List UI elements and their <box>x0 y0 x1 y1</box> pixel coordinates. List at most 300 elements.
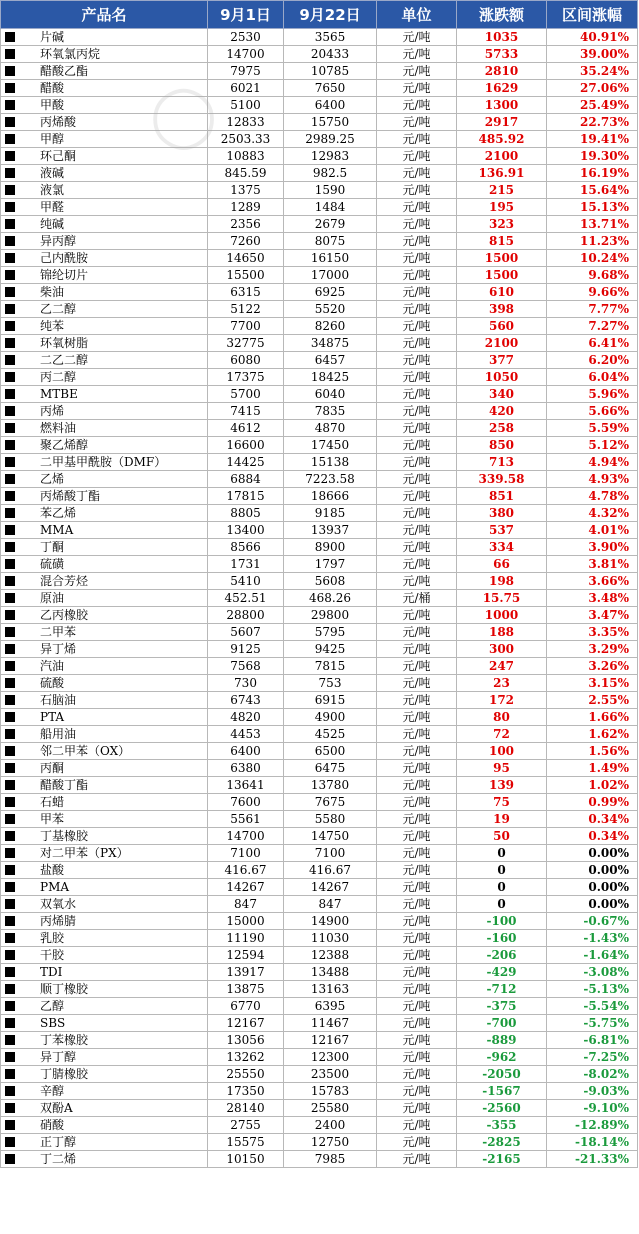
square-bullet-icon <box>5 389 15 399</box>
table-row <box>1 1083 638 1100</box>
table-row <box>1 284 638 301</box>
product-name-cell <box>1 947 208 964</box>
table-row <box>1 420 638 437</box>
table-header <box>1 1 638 29</box>
sep1-price-cell: 7600 <box>208 794 284 811</box>
sep22-price-cell: 13163 <box>284 981 377 998</box>
table-row <box>1 267 638 284</box>
sep22-price-cell: 18666 <box>284 488 377 505</box>
sep1-price-cell: 11190 <box>208 930 284 947</box>
unit-cell: 元/吨 <box>377 624 457 641</box>
sep22-price-cell: 29800 <box>284 607 377 624</box>
product-name: 船用油 <box>40 727 77 741</box>
table-row <box>1 743 638 760</box>
table-row <box>1 658 638 675</box>
change-cell: 560 <box>457 318 547 335</box>
pct-change-cell: 1.66% <box>547 709 638 726</box>
sep1-price-cell: 13917 <box>208 964 284 981</box>
table-row <box>1 692 638 709</box>
sep1-price-cell: 9125 <box>208 641 284 658</box>
product-name-cell <box>1 216 208 233</box>
sep1-price-cell: 7568 <box>208 658 284 675</box>
change-cell: 1035 <box>457 29 547 46</box>
pct-change-cell: 3.29% <box>547 641 638 658</box>
table-row <box>1 46 638 63</box>
product-name-cell <box>1 845 208 862</box>
pct-change-cell: 6.04% <box>547 369 638 386</box>
square-bullet-icon <box>5 729 15 739</box>
square-bullet-icon <box>5 66 15 76</box>
table-row <box>1 522 638 539</box>
sep22-price-cell: 982.5 <box>284 165 377 182</box>
sep22-price-cell: 12750 <box>284 1134 377 1151</box>
change-cell: 0 <box>457 879 547 896</box>
table-row <box>1 947 638 964</box>
sep1-price-cell: 2356 <box>208 216 284 233</box>
change-cell: 339.58 <box>457 471 547 488</box>
table-row <box>1 437 638 454</box>
sep1-price-cell: 2530 <box>208 29 284 46</box>
product-name: 环氧氯丙烷 <box>40 47 101 61</box>
product-name-cell <box>1 709 208 726</box>
square-bullet-icon <box>5 508 15 518</box>
sep22-price-cell: 17450 <box>284 437 377 454</box>
product-name: 石脑油 <box>40 693 77 707</box>
table-row <box>1 1066 638 1083</box>
square-bullet-icon <box>5 338 15 348</box>
unit-cell: 元/吨 <box>377 148 457 165</box>
change-cell: 0 <box>457 845 547 862</box>
header-row <box>1 1 638 29</box>
square-bullet-icon <box>5 49 15 59</box>
sep22-price-cell: 1590 <box>284 182 377 199</box>
unit-cell: 元/吨 <box>377 964 457 981</box>
square-bullet-icon <box>5 610 15 620</box>
change-cell: 850 <box>457 437 547 454</box>
table-row <box>1 777 638 794</box>
change-cell: 5733 <box>457 46 547 63</box>
change-cell: -712 <box>457 981 547 998</box>
unit-cell: 元/吨 <box>377 199 457 216</box>
sep1-price-cell: 7415 <box>208 403 284 420</box>
unit-cell: 元/吨 <box>377 1117 457 1134</box>
sep22-price-cell: 14900 <box>284 913 377 930</box>
pct-change-cell: 35.24% <box>547 63 638 80</box>
product-name-cell <box>1 777 208 794</box>
product-name-cell <box>1 437 208 454</box>
sep1-price-cell: 15000 <box>208 913 284 930</box>
product-name: 二乙二醇 <box>40 353 89 367</box>
product-name-cell <box>1 726 208 743</box>
unit-cell: 元/吨 <box>377 63 457 80</box>
sep22-price-cell: 3565 <box>284 29 377 46</box>
unit-cell: 元/吨 <box>377 1066 457 1083</box>
product-name-cell <box>1 1151 208 1168</box>
sep1-price-cell: 6884 <box>208 471 284 488</box>
product-name: 甲苯 <box>40 812 65 826</box>
product-name-cell <box>1 624 208 641</box>
table-row <box>1 862 638 879</box>
product-name: PTA <box>40 710 65 724</box>
change-cell: -355 <box>457 1117 547 1134</box>
product-name: 液氯 <box>40 183 65 197</box>
unit-cell: 元/吨 <box>377 1049 457 1066</box>
change-cell: 713 <box>457 454 547 471</box>
pct-change-cell: 27.06% <box>547 80 638 97</box>
square-bullet-icon <box>5 780 15 790</box>
sep22-price-cell: 2400 <box>284 1117 377 1134</box>
change-cell: 66 <box>457 556 547 573</box>
product-name-cell <box>1 63 208 80</box>
sep1-price-cell: 14425 <box>208 454 284 471</box>
product-name: 醋酸丁酯 <box>40 778 89 792</box>
product-name-cell <box>1 658 208 675</box>
product-name-cell <box>1 913 208 930</box>
product-name: MTBE <box>40 387 78 401</box>
product-name-cell <box>1 471 208 488</box>
sep1-price-cell: 10150 <box>208 1151 284 1168</box>
unit-cell: 元/吨 <box>377 233 457 250</box>
product-name: 丁腈橡胶 <box>40 1067 89 1081</box>
product-name: 异丙醇 <box>40 234 77 248</box>
table-row <box>1 709 638 726</box>
change-cell: 610 <box>457 284 547 301</box>
pct-change-cell: 0.00% <box>547 879 638 896</box>
pct-change-cell: 40.91% <box>547 29 638 46</box>
sep22-price-cell: 8075 <box>284 233 377 250</box>
table-row <box>1 1151 638 1168</box>
sep1-price-cell: 5410 <box>208 573 284 590</box>
sep22-price-cell: 6925 <box>284 284 377 301</box>
product-name: 丙烯腈 <box>40 914 77 928</box>
table-row <box>1 1117 638 1134</box>
change-cell: 1050 <box>457 369 547 386</box>
table-row <box>1 386 638 403</box>
product-name: 丁基橡胶 <box>40 829 89 843</box>
square-bullet-icon <box>5 83 15 93</box>
sep22-price-cell: 2679 <box>284 216 377 233</box>
pct-change-cell: 3.47% <box>547 607 638 624</box>
table-row <box>1 216 638 233</box>
sep1-price-cell: 5100 <box>208 97 284 114</box>
product-name: SBS <box>40 1016 66 1030</box>
sep1-price-cell: 6770 <box>208 998 284 1015</box>
sep1-price-cell: 845.59 <box>208 165 284 182</box>
sep22-price-cell: 7223.58 <box>284 471 377 488</box>
square-bullet-icon <box>5 644 15 654</box>
table-row <box>1 1100 638 1117</box>
sep22-price-cell: 13780 <box>284 777 377 794</box>
sep22-price-cell: 6475 <box>284 760 377 777</box>
square-bullet-icon <box>5 1103 15 1113</box>
square-bullet-icon <box>5 270 15 280</box>
sep1-price-cell: 17815 <box>208 488 284 505</box>
square-bullet-icon <box>5 661 15 671</box>
unit-cell: 元/吨 <box>377 658 457 675</box>
sep1-price-cell: 13641 <box>208 777 284 794</box>
unit-cell: 元/吨 <box>377 267 457 284</box>
square-bullet-icon <box>5 542 15 552</box>
sep1-price-cell: 1375 <box>208 182 284 199</box>
table-row <box>1 930 638 947</box>
unit-cell: 元/吨 <box>377 488 457 505</box>
pct-change-cell: -18.14% <box>547 1134 638 1151</box>
pct-change-cell: -6.81% <box>547 1032 638 1049</box>
sep1-price-cell: 7100 <box>208 845 284 862</box>
square-bullet-icon <box>5 1086 15 1096</box>
pct-change-cell: -1.64% <box>547 947 638 964</box>
table-row <box>1 573 638 590</box>
sep22-price-cell: 23500 <box>284 1066 377 1083</box>
square-bullet-icon <box>5 1052 15 1062</box>
sep22-price-cell: 6395 <box>284 998 377 1015</box>
sep1-price-cell: 6315 <box>208 284 284 301</box>
product-name-cell <box>1 1049 208 1066</box>
product-name: 异丁烯 <box>40 642 77 656</box>
table-body <box>1 29 638 1168</box>
pct-change-cell: 5.12% <box>547 437 638 454</box>
square-bullet-icon <box>5 593 15 603</box>
product-name: 乙烯 <box>40 472 65 486</box>
unit-cell: 元/吨 <box>377 879 457 896</box>
table-row <box>1 488 638 505</box>
product-name: 对二甲苯（PX） <box>40 846 129 860</box>
change-cell: 420 <box>457 403 547 420</box>
unit-cell: 元/吨 <box>377 777 457 794</box>
square-bullet-icon <box>5 423 15 433</box>
square-bullet-icon <box>5 712 15 722</box>
pct-change-cell: -7.25% <box>547 1049 638 1066</box>
product-name: 燃料油 <box>40 421 77 435</box>
sep1-price-cell: 4820 <box>208 709 284 726</box>
table-row <box>1 590 638 607</box>
pct-change-cell: 4.94% <box>547 454 638 471</box>
product-name-cell <box>1 165 208 182</box>
square-bullet-icon <box>5 576 15 586</box>
table-row <box>1 607 638 624</box>
product-name-cell <box>1 454 208 471</box>
unit-cell: 元/吨 <box>377 46 457 63</box>
unit-cell: 元/吨 <box>377 437 457 454</box>
square-bullet-icon <box>5 933 15 943</box>
table-row <box>1 1015 638 1032</box>
product-name-cell <box>1 131 208 148</box>
product-name-cell <box>1 522 208 539</box>
pct-change-cell: 6.41% <box>547 335 638 352</box>
pct-change-cell: 0.34% <box>547 811 638 828</box>
unit-cell: 元/吨 <box>377 760 457 777</box>
pct-change-cell: 3.81% <box>547 556 638 573</box>
square-bullet-icon <box>5 950 15 960</box>
sep22-price-cell: 11030 <box>284 930 377 947</box>
product-name: MMA <box>40 523 74 537</box>
sep1-price-cell: 32775 <box>208 335 284 352</box>
unit-cell: 元/吨 <box>377 539 457 556</box>
pct-change-cell: 6.20% <box>547 352 638 369</box>
pct-change-cell: 9.66% <box>547 284 638 301</box>
sep1-price-cell: 5607 <box>208 624 284 641</box>
product-name-cell <box>1 199 208 216</box>
table-row <box>1 641 638 658</box>
change-cell: 300 <box>457 641 547 658</box>
unit-cell: 元/吨 <box>377 930 457 947</box>
table-row <box>1 811 638 828</box>
pct-change-cell: -3.08% <box>547 964 638 981</box>
pct-change-cell: 15.13% <box>547 199 638 216</box>
sep22-price-cell: 15138 <box>284 454 377 471</box>
sep22-price-cell: 5795 <box>284 624 377 641</box>
sep1-price-cell: 1731 <box>208 556 284 573</box>
product-name-cell <box>1 250 208 267</box>
product-name: 硫磺 <box>40 557 65 571</box>
product-name: 硫酸 <box>40 676 65 690</box>
sep1-price-cell: 16600 <box>208 437 284 454</box>
change-cell: 75 <box>457 794 547 811</box>
product-name: 丁二烯 <box>40 1152 77 1166</box>
square-bullet-icon <box>5 219 15 229</box>
product-name: 石蜡 <box>40 795 65 809</box>
square-bullet-icon <box>5 984 15 994</box>
product-name: 锦纶切片 <box>40 268 89 282</box>
pct-change-cell: 5.59% <box>547 420 638 437</box>
table-row <box>1 97 638 114</box>
unit-cell: 元/吨 <box>377 675 457 692</box>
table-row <box>1 1134 638 1151</box>
product-name: 环己酮 <box>40 149 77 163</box>
pct-change-cell: -9.10% <box>547 1100 638 1117</box>
sep1-price-cell: 13400 <box>208 522 284 539</box>
product-name: TDI <box>40 965 63 979</box>
header-sep22: 9月22日 <box>284 1 377 29</box>
square-bullet-icon <box>5 797 15 807</box>
product-name: 丙二醇 <box>40 370 77 384</box>
sep1-price-cell: 730 <box>208 675 284 692</box>
table-row <box>1 675 638 692</box>
sep22-price-cell: 25580 <box>284 1100 377 1117</box>
unit-cell: 元/吨 <box>377 1151 457 1168</box>
table-row <box>1 505 638 522</box>
pct-change-cell: 7.27% <box>547 318 638 335</box>
sep1-price-cell: 10883 <box>208 148 284 165</box>
change-cell: 815 <box>457 233 547 250</box>
table-row <box>1 539 638 556</box>
sep22-price-cell: 9185 <box>284 505 377 522</box>
change-cell: 188 <box>457 624 547 641</box>
header-pct: 区间涨幅 <box>547 1 638 29</box>
square-bullet-icon <box>5 32 15 42</box>
product-name-cell <box>1 641 208 658</box>
pct-change-cell: 19.30% <box>547 148 638 165</box>
pct-change-cell: 1.56% <box>547 743 638 760</box>
square-bullet-icon <box>5 202 15 212</box>
square-bullet-icon <box>5 814 15 824</box>
change-cell: 139 <box>457 777 547 794</box>
change-cell: 198 <box>457 573 547 590</box>
sep1-price-cell: 14700 <box>208 828 284 845</box>
table-row <box>1 794 638 811</box>
sep22-price-cell: 14750 <box>284 828 377 845</box>
change-cell: 19 <box>457 811 547 828</box>
product-name-cell <box>1 879 208 896</box>
pct-change-cell: -1.43% <box>547 930 638 947</box>
sep22-price-cell: 7835 <box>284 403 377 420</box>
pct-change-cell: 4.93% <box>547 471 638 488</box>
change-cell: 2100 <box>457 335 547 352</box>
product-name: 邻二甲苯（OX） <box>40 744 131 758</box>
square-bullet-icon <box>5 559 15 569</box>
sep22-price-cell: 16150 <box>284 250 377 267</box>
sep22-price-cell: 18425 <box>284 369 377 386</box>
unit-cell: 元/吨 <box>377 862 457 879</box>
table-row <box>1 29 638 46</box>
square-bullet-icon <box>5 185 15 195</box>
square-bullet-icon <box>5 1035 15 1045</box>
pct-change-cell: -8.02% <box>547 1066 638 1083</box>
unit-cell: 元/吨 <box>377 981 457 998</box>
change-cell: 2917 <box>457 114 547 131</box>
product-name: 柴油 <box>40 285 65 299</box>
sep1-price-cell: 17350 <box>208 1083 284 1100</box>
square-bullet-icon <box>5 1137 15 1147</box>
square-bullet-icon <box>5 406 15 416</box>
product-name-cell <box>1 301 208 318</box>
pct-change-cell: 19.41% <box>547 131 638 148</box>
change-cell: -962 <box>457 1049 547 1066</box>
square-bullet-icon <box>5 321 15 331</box>
sep1-price-cell: 5561 <box>208 811 284 828</box>
product-name-cell <box>1 998 208 1015</box>
pct-change-cell: 0.99% <box>547 794 638 811</box>
sep1-price-cell: 13056 <box>208 1032 284 1049</box>
sep1-price-cell: 28800 <box>208 607 284 624</box>
square-bullet-icon <box>5 525 15 535</box>
pct-change-cell: 9.68% <box>547 267 638 284</box>
pct-change-cell: 15.64% <box>547 182 638 199</box>
unit-cell: 元/吨 <box>377 556 457 573</box>
unit-cell: 元/吨 <box>377 692 457 709</box>
product-name: 片碱 <box>40 30 65 44</box>
product-name-cell <box>1 46 208 63</box>
product-name-cell <box>1 148 208 165</box>
pct-change-cell: 16.19% <box>547 165 638 182</box>
square-bullet-icon <box>5 678 15 688</box>
change-cell: 1500 <box>457 267 547 284</box>
unit-cell: 元/吨 <box>377 998 457 1015</box>
sep22-price-cell: 9425 <box>284 641 377 658</box>
pct-change-cell: 5.66% <box>547 403 638 420</box>
square-bullet-icon <box>5 882 15 892</box>
pct-change-cell: 3.90% <box>547 539 638 556</box>
table-row <box>1 981 638 998</box>
sep22-price-cell: 4900 <box>284 709 377 726</box>
product-name-cell <box>1 29 208 46</box>
product-name-cell <box>1 573 208 590</box>
change-cell: 95 <box>457 760 547 777</box>
change-cell: 2100 <box>457 148 547 165</box>
pct-change-cell: 1.62% <box>547 726 638 743</box>
product-name: 乙二醇 <box>40 302 77 316</box>
sep1-price-cell: 14650 <box>208 250 284 267</box>
square-bullet-icon <box>5 355 15 365</box>
sep22-price-cell: 7815 <box>284 658 377 675</box>
unit-cell: 元/吨 <box>377 607 457 624</box>
product-name-cell <box>1 403 208 420</box>
change-cell: 334 <box>457 539 547 556</box>
unit-cell: 元/吨 <box>377 420 457 437</box>
product-name-cell <box>1 760 208 777</box>
table-row <box>1 624 638 641</box>
product-name: 硝酸 <box>40 1118 65 1132</box>
